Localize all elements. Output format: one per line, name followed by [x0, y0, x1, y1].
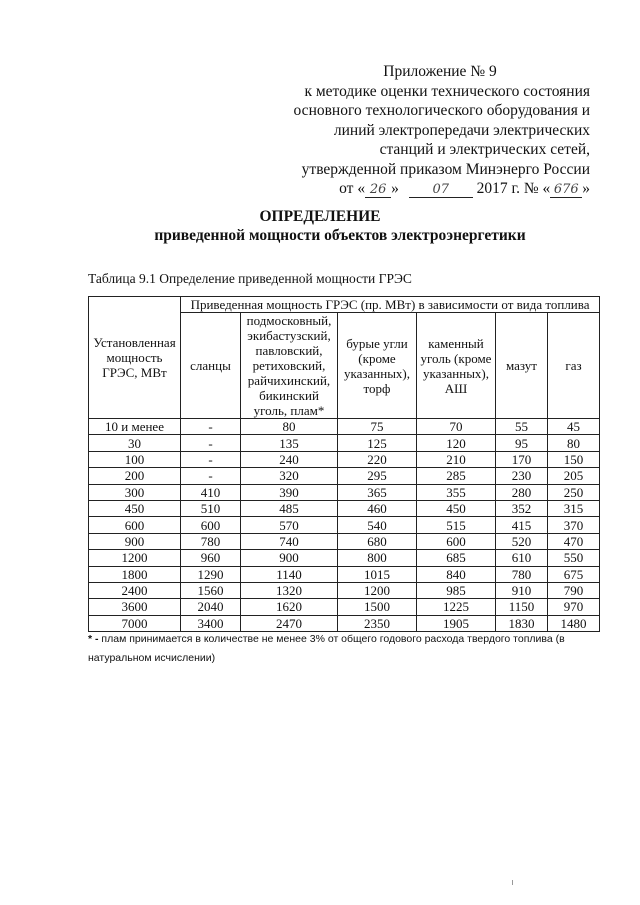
table-caption: Таблица 9.1 Определение приведенной мощности ГРЭС: [88, 271, 412, 286]
capacity-cell: 7000: [89, 615, 181, 631]
value-cell: 600: [417, 533, 496, 549]
order-date-line: [230, 179, 590, 199]
value-cell: -: [181, 419, 241, 435]
value-cell: -: [181, 451, 241, 467]
appendix-line: линий электропередачи электрических: [333, 121, 590, 139]
document-title: [0, 207, 640, 245]
value-cell: 1830: [496, 615, 548, 631]
value-cell: 1480: [548, 615, 600, 631]
table-row: [89, 484, 600, 500]
appendix-line: основного технологического оборудования и: [293, 102, 590, 119]
capacity-cell: 300: [89, 484, 181, 500]
appendix-line: утвержденной приказом Минэнерго России: [301, 160, 590, 178]
appendix-line: к методике оценки технического состояния: [304, 82, 590, 100]
value-cell: 3400: [181, 615, 241, 631]
table-row: [89, 582, 600, 598]
table-row: [89, 533, 600, 549]
value-cell: 485: [241, 500, 338, 516]
power-table: [88, 296, 600, 632]
value-cell: 450: [417, 500, 496, 516]
value-cell: 900: [241, 550, 338, 566]
value-cell: 205: [548, 468, 600, 484]
col-header-shale: сланцы: [181, 313, 241, 419]
value-cell: 780: [496, 566, 548, 582]
value-cell: 520: [496, 533, 548, 549]
value-cell: 365: [338, 484, 417, 500]
value-cell: 1290: [181, 566, 241, 582]
title-subheading: приведенной мощности объектов электроэнергетики: [154, 227, 526, 244]
value-cell: 1500: [338, 599, 417, 615]
value-cell: 210: [417, 451, 496, 467]
value-cell: 840: [417, 566, 496, 582]
value-cell: 70: [417, 419, 496, 435]
capacity-cell: 1800: [89, 566, 181, 582]
value-cell: 95: [496, 435, 548, 451]
value-cell: 355: [417, 484, 496, 500]
value-cell: -: [181, 468, 241, 484]
value-cell: 135: [241, 435, 338, 451]
value-cell: 80: [548, 435, 600, 451]
value-cell: 1620: [241, 599, 338, 615]
value-cell: 370: [548, 517, 600, 533]
value-cell: 45: [548, 419, 600, 435]
col-header-coal-group: подмосковный, экибастузский, павловский, ретиховский, райчихинский, бикинский уголь, плам*: [241, 313, 338, 419]
value-cell: 2470: [241, 615, 338, 631]
value-cell: 970: [548, 599, 600, 615]
value-cell: 1140: [241, 566, 338, 582]
table-row: [89, 468, 600, 484]
value-cell: 470: [548, 533, 600, 549]
value-cell: 415: [496, 517, 548, 533]
appendix-number: Приложение № 9: [383, 63, 497, 80]
value-cell: 675: [548, 566, 600, 582]
order-day: 26: [365, 181, 391, 198]
value-cell: 1015: [338, 566, 417, 582]
table-row: [89, 500, 600, 516]
value-cell: 1225: [417, 599, 496, 615]
order-month: 07: [409, 181, 473, 198]
capacity-cell: 100: [89, 451, 181, 467]
value-cell: 460: [338, 500, 417, 516]
value-cell: 352: [496, 500, 548, 516]
value-cell: 610: [496, 550, 548, 566]
title-heading: ОПРЕДЕЛЕНИЕ: [259, 208, 381, 225]
table-row: [89, 550, 600, 566]
value-cell: 75: [338, 419, 417, 435]
value-cell: 550: [548, 550, 600, 566]
table-row: [89, 599, 600, 615]
value-cell: 985: [417, 582, 496, 598]
value-cell: 170: [496, 451, 548, 467]
value-cell: 80: [241, 419, 338, 435]
value-cell: 1150: [496, 599, 548, 615]
group-header: Приведенная мощность ГРЭС (пр. МВт) в зависимости от вида топлива: [181, 297, 600, 313]
capacity-cell: 1200: [89, 550, 181, 566]
appendix-block: [230, 62, 590, 199]
value-cell: 410: [181, 484, 241, 500]
footnote-text: плам принимается в количестве не менее 3% от общего годового расхода твердого топлива (в натуральном исчислении): [88, 633, 565, 664]
value-cell: 2350: [338, 615, 417, 631]
value-cell: 280: [496, 484, 548, 500]
value-cell: 125: [338, 435, 417, 451]
value-cell: 230: [496, 468, 548, 484]
value-cell: 55: [496, 419, 548, 435]
order-number-close: »: [582, 180, 590, 197]
value-cell: 240: [241, 451, 338, 467]
value-cell: 120: [417, 435, 496, 451]
value-cell: 510: [181, 500, 241, 516]
order-number: 676: [550, 181, 582, 198]
value-cell: 790: [548, 582, 600, 598]
value-cell: 540: [338, 517, 417, 533]
value-cell: 680: [338, 533, 417, 549]
value-cell: 515: [417, 517, 496, 533]
value-cell: -: [181, 435, 241, 451]
footnote: [88, 630, 593, 668]
table-row: [89, 451, 600, 467]
table-row: [89, 566, 600, 582]
value-cell: 800: [338, 550, 417, 566]
capacity-cell: 10 и менее: [89, 419, 181, 435]
value-cell: 1320: [241, 582, 338, 598]
value-cell: 150: [548, 451, 600, 467]
rowhead-capacity: Установленная мощность ГРЭС, МВт: [89, 297, 181, 419]
scan-speck: [512, 880, 513, 885]
value-cell: 910: [496, 582, 548, 598]
value-cell: 295: [338, 468, 417, 484]
value-cell: 740: [241, 533, 338, 549]
order-year: 2017 г. № «: [476, 180, 551, 197]
col-header-fuel-oil: мазут: [496, 313, 548, 419]
value-cell: 220: [338, 451, 417, 467]
value-cell: 600: [181, 517, 241, 533]
table-row: [89, 435, 600, 451]
value-cell: 285: [417, 468, 496, 484]
value-cell: 250: [548, 484, 600, 500]
value-cell: 1560: [181, 582, 241, 598]
value-cell: 685: [417, 550, 496, 566]
table-header-row: [89, 297, 600, 313]
value-cell: 1200: [338, 582, 417, 598]
value-cell: 320: [241, 468, 338, 484]
capacity-cell: 600: [89, 517, 181, 533]
capacity-cell: 30: [89, 435, 181, 451]
col-header-hard-coal: каменный уголь (кроме указанных), АШ: [417, 313, 496, 419]
capacity-cell: 2400: [89, 582, 181, 598]
table-body: [89, 419, 600, 632]
col-header-gas: газ: [548, 313, 600, 419]
value-cell: 1905: [417, 615, 496, 631]
footnote-marker: * -: [88, 633, 99, 645]
value-cell: 960: [181, 550, 241, 566]
table-row: [89, 517, 600, 533]
capacity-cell: 200: [89, 468, 181, 484]
value-cell: 390: [241, 484, 338, 500]
date-prefix: от «: [339, 180, 366, 197]
value-cell: 780: [181, 533, 241, 549]
capacity-cell: 450: [89, 500, 181, 516]
value-cell: 570: [241, 517, 338, 533]
appendix-line: станций и электрических сетей,: [379, 141, 590, 158]
date-day-close: »: [391, 180, 399, 197]
value-cell: 2040: [181, 599, 241, 615]
table-row: [89, 419, 600, 435]
value-cell: 315: [548, 500, 600, 516]
capacity-cell: 900: [89, 533, 181, 549]
capacity-cell: 3600: [89, 599, 181, 615]
col-header-brown-coal: бурые угли (кроме указанных), торф: [338, 313, 417, 419]
